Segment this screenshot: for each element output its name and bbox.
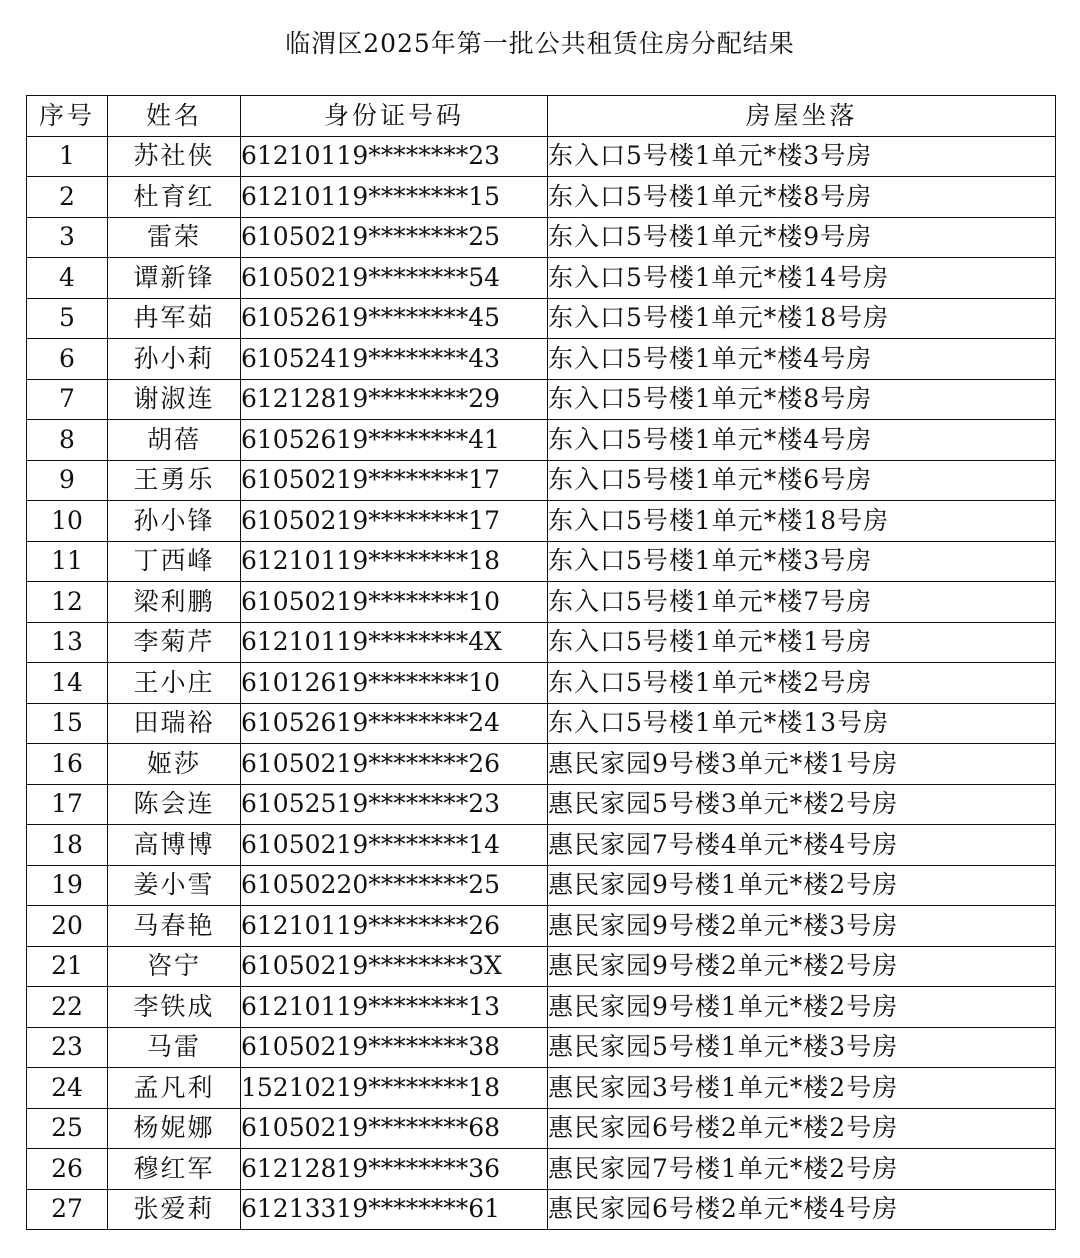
- cell-id-number: 61052619********41: [241, 420, 548, 461]
- cell-address: 东入口5号楼1单元*楼18号房: [548, 501, 1056, 542]
- cell-address: 惠民家园9号楼1单元*楼2号房: [548, 865, 1056, 906]
- cell-address: 惠民家园6号楼2单元*楼2号房: [548, 1108, 1056, 1149]
- cell-id-number: 15210219********18: [241, 1068, 548, 1109]
- cell-address: 惠民家园3号楼1单元*楼2号房: [548, 1068, 1056, 1109]
- cell-seq: 16: [27, 744, 108, 785]
- table-row: [27, 1068, 1056, 1109]
- cell-seq: 12: [27, 582, 108, 623]
- cell-name: 田瑞裕: [108, 703, 241, 744]
- cell-name: 谭新锋: [108, 258, 241, 299]
- header-address: 房屋坐落: [548, 96, 1056, 137]
- cell-address: 惠民家园7号楼4单元*楼4号房: [548, 825, 1056, 866]
- cell-name: 姜小雪: [108, 865, 241, 906]
- cell-seq: 2: [27, 177, 108, 218]
- header-seq: 序号: [27, 96, 108, 137]
- cell-seq: 26: [27, 1149, 108, 1190]
- table-row: [27, 906, 1056, 947]
- table-row: [27, 1149, 1056, 1190]
- cell-seq: 23: [27, 1027, 108, 1068]
- cell-address: 东入口5号楼1单元*楼2号房: [548, 663, 1056, 704]
- cell-seq: 8: [27, 420, 108, 461]
- cell-name: 王勇乐: [108, 460, 241, 501]
- table-row: [27, 339, 1056, 380]
- cell-seq: 14: [27, 663, 108, 704]
- cell-seq: 9: [27, 460, 108, 501]
- cell-seq: 6: [27, 339, 108, 380]
- cell-seq: 22: [27, 987, 108, 1028]
- cell-address: 东入口5号楼1单元*楼9号房: [548, 217, 1056, 258]
- cell-name: 杜育红: [108, 177, 241, 218]
- cell-id-number: 61212819********29: [241, 379, 548, 420]
- cell-id-number: 61210119********23: [241, 136, 548, 177]
- cell-id-number: 61052619********45: [241, 298, 548, 339]
- cell-name: 冉军茹: [108, 298, 241, 339]
- table-row: [27, 541, 1056, 582]
- table-body: [27, 136, 1056, 1230]
- cell-name: 高博博: [108, 825, 241, 866]
- cell-seq: 24: [27, 1068, 108, 1109]
- table-row: [27, 298, 1056, 339]
- cell-id-number: 61210119********13: [241, 987, 548, 1028]
- cell-id-number: 61052419********43: [241, 339, 548, 380]
- cell-id-number: 61210119********26: [241, 906, 548, 947]
- table-row: [27, 460, 1056, 501]
- table-row: [27, 744, 1056, 785]
- table-row: [27, 420, 1056, 461]
- cell-address: 东入口5号楼1单元*楼8号房: [548, 177, 1056, 218]
- table-row: [27, 663, 1056, 704]
- cell-address: 东入口5号楼1单元*楼4号房: [548, 420, 1056, 461]
- cell-address: 惠民家园6号楼2单元*楼4号房: [548, 1189, 1056, 1230]
- cell-seq: 15: [27, 703, 108, 744]
- cell-id-number: 61050219********38: [241, 1027, 548, 1068]
- cell-id-number: 61210119********4X: [241, 622, 548, 663]
- cell-seq: 10: [27, 501, 108, 542]
- cell-id-number: 61050219********25: [241, 217, 548, 258]
- cell-name: 孙小莉: [108, 339, 241, 380]
- cell-seq: 25: [27, 1108, 108, 1149]
- cell-seq: 5: [27, 298, 108, 339]
- table-row: [27, 217, 1056, 258]
- cell-id-number: 61213319********61: [241, 1189, 548, 1230]
- table-row: [27, 987, 1056, 1028]
- cell-name: 穆红军: [108, 1149, 241, 1190]
- cell-id-number: 61050219********3X: [241, 946, 548, 987]
- page-title: 临渭区2025年第一批公共租赁住房分配结果: [285, 29, 795, 58]
- cell-name: 王小庄: [108, 663, 241, 704]
- cell-address: 东入口5号楼1单元*楼1号房: [548, 622, 1056, 663]
- cell-address: 东入口5号楼1单元*楼3号房: [548, 136, 1056, 177]
- cell-id-number: 61050219********10: [241, 582, 548, 623]
- table-row: [27, 1027, 1056, 1068]
- cell-name: 张爱莉: [108, 1189, 241, 1230]
- table-row: [27, 703, 1056, 744]
- cell-address: 东入口5号楼1单元*楼13号房: [548, 703, 1056, 744]
- cell-address: 东入口5号楼1单元*楼8号房: [548, 379, 1056, 420]
- cell-address: 东入口5号楼1单元*楼4号房: [548, 339, 1056, 380]
- table-row: [27, 258, 1056, 299]
- cell-id-number: 61050219********68: [241, 1108, 548, 1149]
- cell-address: 惠民家园5号楼1单元*楼3号房: [548, 1027, 1056, 1068]
- cell-name: 李菊芹: [108, 622, 241, 663]
- cell-seq: 13: [27, 622, 108, 663]
- cell-seq: 11: [27, 541, 108, 582]
- cell-id-number: 61210119********15: [241, 177, 548, 218]
- table-row: [27, 177, 1056, 218]
- cell-address: 东入口5号楼1单元*楼7号房: [548, 582, 1056, 623]
- cell-name: 梁利鹏: [108, 582, 241, 623]
- cell-address: 东入口5号楼1单元*楼18号房: [548, 298, 1056, 339]
- cell-name: 陈会连: [108, 784, 241, 825]
- cell-address: 惠民家园9号楼2单元*楼3号房: [548, 906, 1056, 947]
- cell-seq: 18: [27, 825, 108, 866]
- cell-name: 孙小锋: [108, 501, 241, 542]
- cell-id-number: 61050219********17: [241, 501, 548, 542]
- cell-address: 惠民家园9号楼2单元*楼2号房: [548, 946, 1056, 987]
- cell-name: 李铁成: [108, 987, 241, 1028]
- cell-seq: 17: [27, 784, 108, 825]
- cell-seq: 3: [27, 217, 108, 258]
- table-row: [27, 379, 1056, 420]
- cell-id-number: 61210119********18: [241, 541, 548, 582]
- cell-name: 雷荣: [108, 217, 241, 258]
- table-row: [27, 865, 1056, 906]
- cell-seq: 19: [27, 865, 108, 906]
- table-row: [27, 582, 1056, 623]
- table-row: [27, 622, 1056, 663]
- cell-seq: 1: [27, 136, 108, 177]
- cell-seq: 4: [27, 258, 108, 299]
- cell-id-number: 61050219********54: [241, 258, 548, 299]
- cell-address: 东入口5号楼1单元*楼6号房: [548, 460, 1056, 501]
- cell-name: 胡蓓: [108, 420, 241, 461]
- table-row: [27, 136, 1056, 177]
- table-row: [27, 1108, 1056, 1149]
- cell-id-number: 61012619********10: [241, 663, 548, 704]
- header-name: 姓名: [108, 96, 241, 137]
- cell-seq: 21: [27, 946, 108, 987]
- table-header-row: [27, 96, 1056, 137]
- cell-id-number: 61052519********23: [241, 784, 548, 825]
- cell-seq: 27: [27, 1189, 108, 1230]
- cell-name: 杨妮娜: [108, 1108, 241, 1149]
- cell-seq: 7: [27, 379, 108, 420]
- cell-id-number: 61050219********26: [241, 744, 548, 785]
- cell-address: 惠民家园7号楼1单元*楼2号房: [548, 1149, 1056, 1190]
- cell-id-number: 61212819********36: [241, 1149, 548, 1190]
- cell-address: 惠民家园9号楼1单元*楼2号房: [548, 987, 1056, 1028]
- cell-address: 东入口5号楼1单元*楼3号房: [548, 541, 1056, 582]
- cell-id-number: 61050219********17: [241, 460, 548, 501]
- header-id-number: 身份证号码: [241, 96, 548, 137]
- cell-name: 姬莎: [108, 744, 241, 785]
- table-row: [27, 825, 1056, 866]
- cell-address: 惠民家园5号楼3单元*楼2号房: [548, 784, 1056, 825]
- cell-address: 惠民家园9号楼3单元*楼1号房: [548, 744, 1056, 785]
- cell-name: 苏社侠: [108, 136, 241, 177]
- cell-seq: 20: [27, 906, 108, 947]
- cell-name: 孟凡利: [108, 1068, 241, 1109]
- cell-name: 咨宁: [108, 946, 241, 987]
- cell-id-number: 61050220********25: [241, 865, 548, 906]
- table-row: [27, 784, 1056, 825]
- cell-name: 马春艳: [108, 906, 241, 947]
- table-row: [27, 1189, 1056, 1230]
- allocation-table: [26, 95, 1056, 1230]
- cell-address: 东入口5号楼1单元*楼14号房: [548, 258, 1056, 299]
- table-row: [27, 946, 1056, 987]
- cell-name: 丁西峰: [108, 541, 241, 582]
- cell-id-number: 61052619********24: [241, 703, 548, 744]
- cell-name: 马雷: [108, 1027, 241, 1068]
- cell-name: 谢淑连: [108, 379, 241, 420]
- cell-id-number: 61050219********14: [241, 825, 548, 866]
- table-row: [27, 501, 1056, 542]
